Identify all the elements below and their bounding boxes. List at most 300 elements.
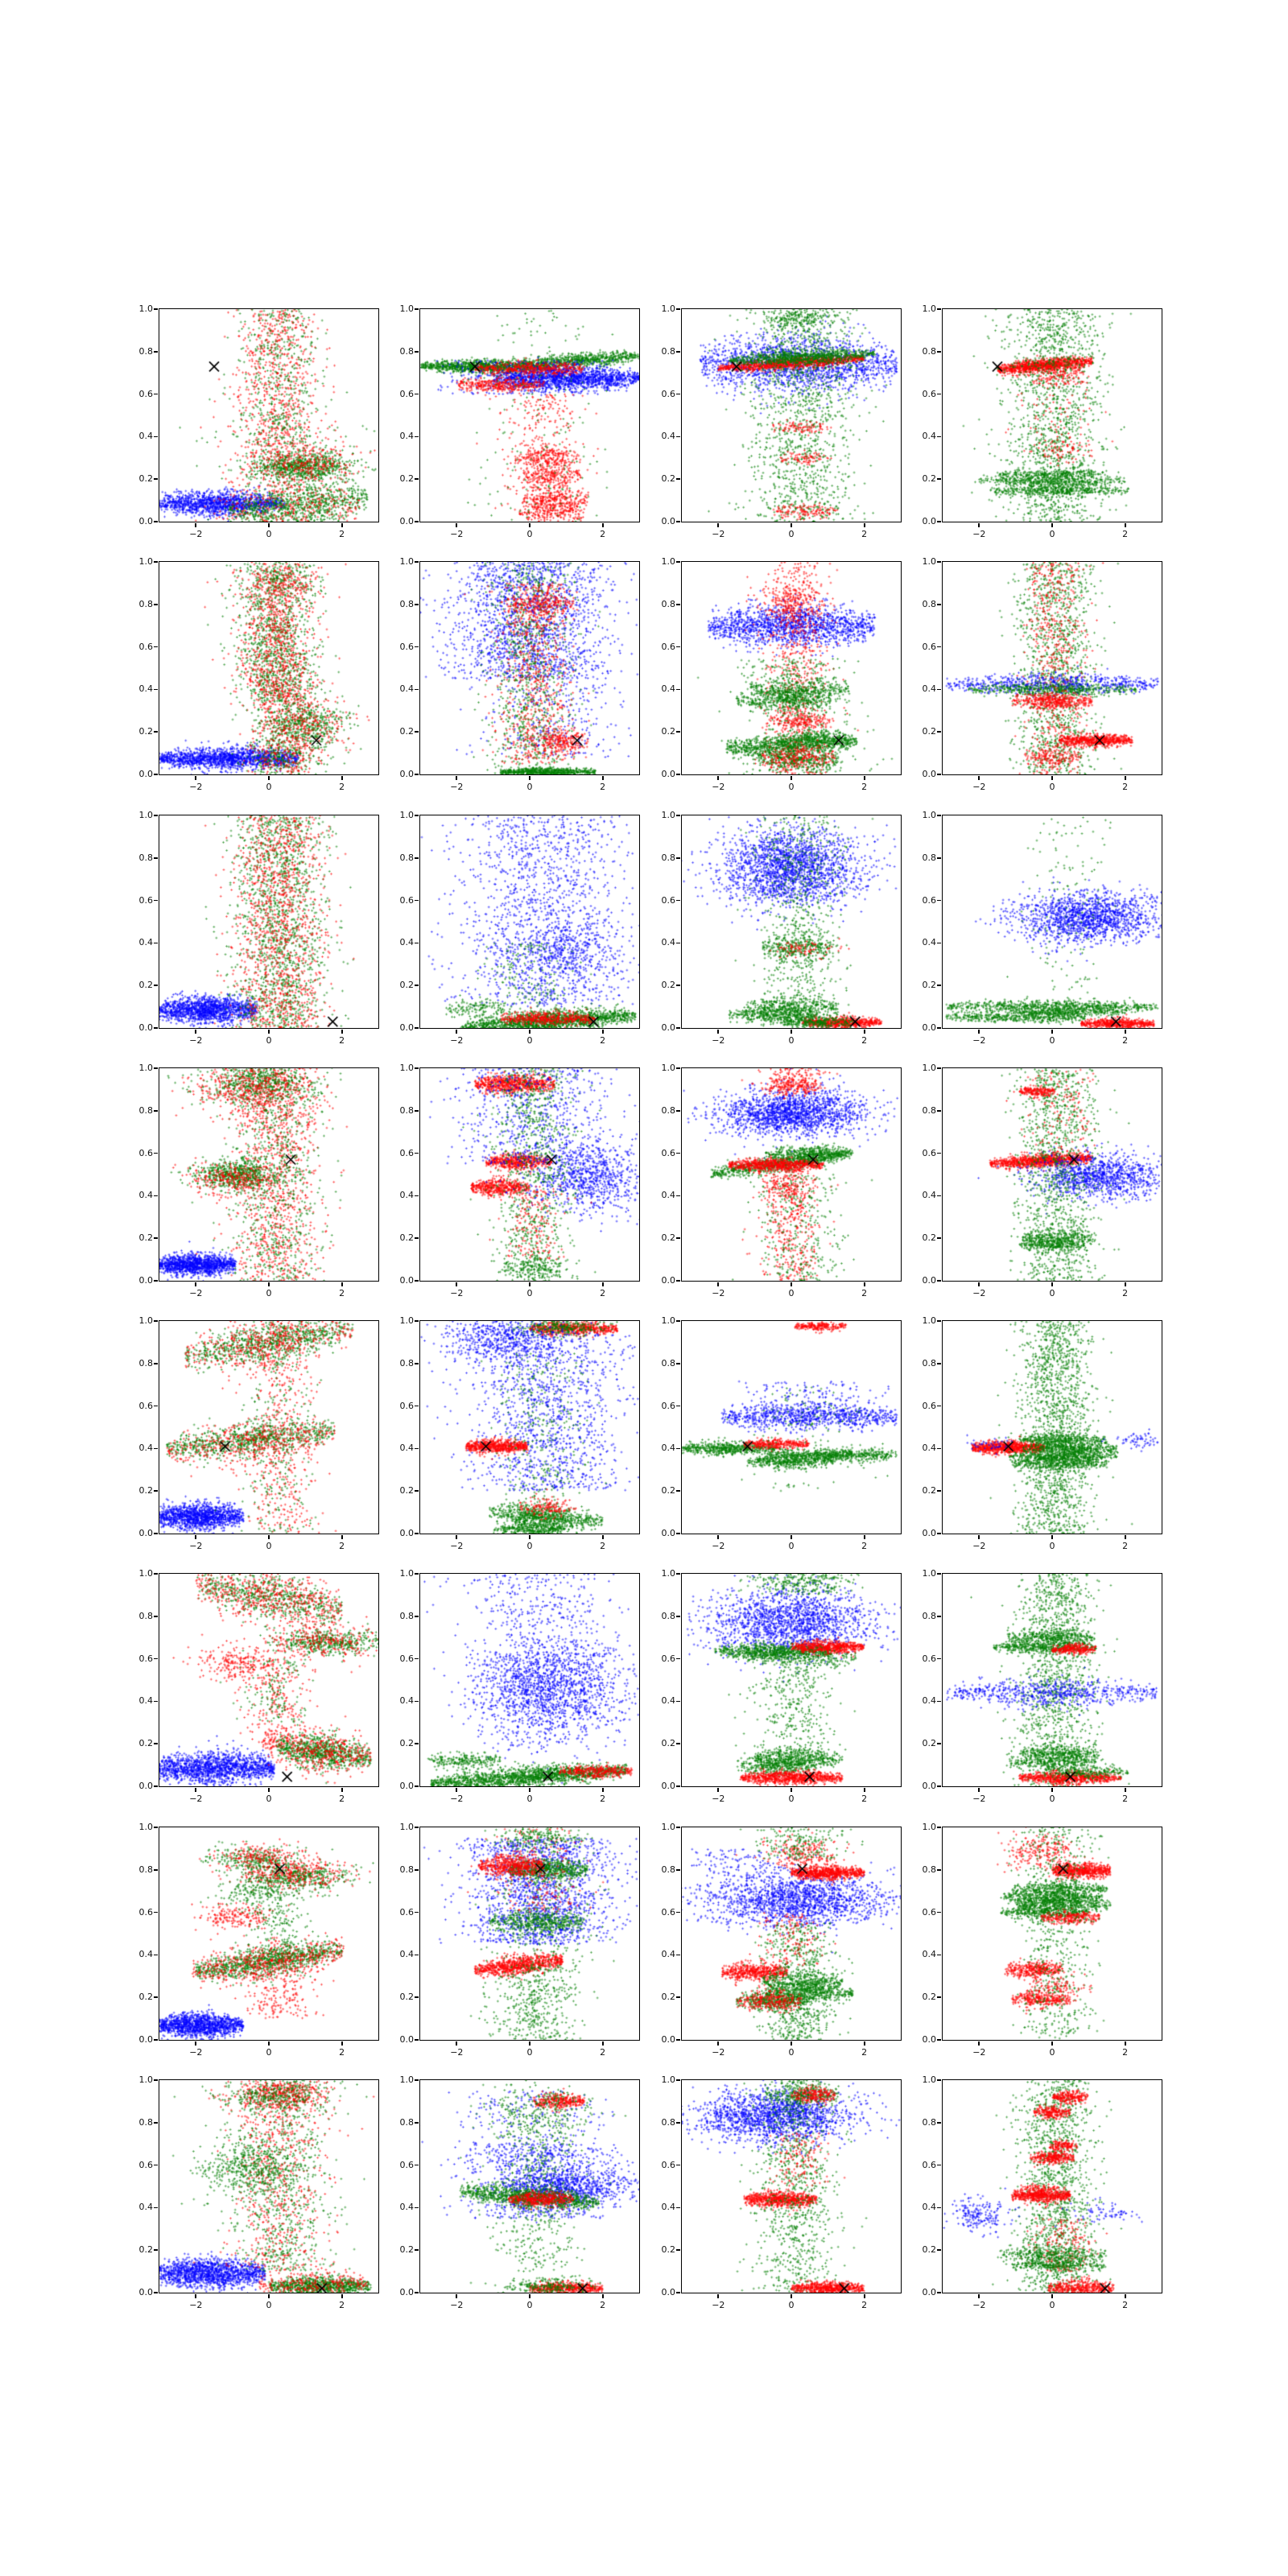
y-tick-mark bbox=[415, 1955, 419, 1956]
scatter-canvas bbox=[682, 562, 901, 774]
y-tick-mark bbox=[676, 1110, 680, 1112]
x-tick-label: −2 bbox=[189, 1541, 203, 1551]
y-tick-label: 0.4 bbox=[399, 431, 414, 442]
y-tick-label: 0.8 bbox=[922, 2116, 936, 2128]
y-tick-label: 1.0 bbox=[138, 810, 153, 820]
x-tick-mark bbox=[1051, 2041, 1053, 2046]
scatter-canvas bbox=[420, 1827, 639, 2040]
y-tick-label: 0.0 bbox=[661, 1528, 675, 1538]
y-tick-mark bbox=[154, 1827, 158, 1828]
scatter-canvas bbox=[682, 1574, 901, 1786]
y-tick-label: 0.0 bbox=[922, 1781, 936, 1791]
y-tick-label: 1.0 bbox=[138, 1063, 153, 1073]
y-tick-label: 0.6 bbox=[399, 1906, 414, 1918]
x-tick-label: 0 bbox=[526, 1035, 533, 1046]
y-tick-mark bbox=[937, 1616, 941, 1617]
subplot-r1c1 bbox=[138, 303, 379, 539]
x-tick-mark bbox=[268, 1030, 270, 1034]
x-tick-mark bbox=[456, 2041, 457, 2046]
x-tick-label: 0 bbox=[788, 1288, 795, 1298]
y-tick-mark bbox=[937, 2249, 941, 2251]
y-tick-mark bbox=[676, 2079, 680, 2081]
subplot-r8c1 bbox=[138, 2074, 379, 2310]
x-tick-label: 0 bbox=[788, 529, 795, 539]
x-tick-mark bbox=[1051, 1788, 1053, 1792]
y-tick-label: 0.2 bbox=[138, 1232, 153, 1244]
y-tick-label: 0.4 bbox=[661, 1443, 675, 1454]
x-tick-mark bbox=[717, 2041, 719, 2046]
y-tick-mark bbox=[676, 1616, 680, 1617]
subplot-r2c3 bbox=[661, 556, 902, 792]
y-tick-mark bbox=[415, 1406, 419, 1407]
y-tick-mark bbox=[937, 1027, 941, 1029]
y-tick-label: 0.0 bbox=[661, 1022, 675, 1033]
y-tick-label: 0.6 bbox=[661, 1147, 675, 1158]
y-tick-label: 0.8 bbox=[922, 1610, 936, 1621]
y-tick-mark bbox=[154, 815, 158, 816]
y-tick-label: 0.2 bbox=[661, 980, 675, 991]
y-tick-mark bbox=[154, 2079, 158, 2081]
y-tick-mark bbox=[154, 646, 158, 648]
y-tick-mark bbox=[154, 1195, 158, 1197]
x-tick-mark bbox=[529, 1788, 530, 1792]
x-tick-label: 0 bbox=[526, 1541, 533, 1551]
y-tick-label: 1.0 bbox=[661, 810, 675, 820]
y-tick-mark bbox=[154, 1658, 158, 1660]
scatter-canvas bbox=[943, 1827, 1162, 2040]
y-tick-label: 1.0 bbox=[399, 556, 414, 567]
x-tick-label: 0 bbox=[1049, 2047, 1055, 2058]
y-tick-mark bbox=[937, 1320, 941, 1322]
x-tick-mark bbox=[529, 1535, 530, 1539]
y-tick-label: 0.2 bbox=[399, 1738, 414, 1749]
x-tick-label: 2 bbox=[861, 1794, 868, 1804]
scatter-canvas bbox=[943, 1321, 1162, 1534]
y-tick-mark bbox=[154, 1573, 158, 1575]
y-tick-label: 0.2 bbox=[661, 2244, 675, 2256]
y-tick-label: 0.4 bbox=[399, 683, 414, 695]
x-tick-label: −2 bbox=[450, 2047, 464, 2058]
y-tick-label: 0.0 bbox=[661, 769, 675, 779]
y-tick-label: 0.0 bbox=[661, 2034, 675, 2045]
x-tick-label: 0 bbox=[526, 1794, 533, 1804]
x-tick-label: 2 bbox=[339, 2300, 345, 2310]
y-tick-label: 0.2 bbox=[661, 1992, 675, 2003]
y-tick-mark bbox=[676, 1363, 680, 1364]
x-tick-label: 2 bbox=[600, 1035, 606, 1046]
y-tick-mark bbox=[937, 478, 941, 480]
x-tick-mark bbox=[529, 1030, 530, 1034]
x-tick-mark bbox=[1051, 2294, 1053, 2298]
y-tick-mark bbox=[676, 646, 680, 648]
x-tick-mark bbox=[268, 1788, 270, 1792]
y-tick-label: 0.8 bbox=[661, 1610, 675, 1621]
y-tick-label: 0.6 bbox=[399, 641, 414, 652]
y-tick-label: 0.2 bbox=[399, 473, 414, 485]
scatter-canvas bbox=[159, 1068, 378, 1281]
y-tick-mark bbox=[676, 1237, 680, 1239]
y-tick-label: 0.0 bbox=[138, 1528, 153, 1538]
scatter-canvas bbox=[159, 815, 378, 1028]
y-tick-mark bbox=[415, 1869, 419, 1871]
y-tick-mark bbox=[937, 1533, 941, 1534]
y-tick-label: 0.8 bbox=[399, 1357, 414, 1368]
y-tick-label: 0.2 bbox=[138, 473, 153, 485]
y-tick-mark bbox=[154, 351, 158, 353]
y-tick-mark bbox=[937, 1490, 941, 1492]
y-tick-label: 0.6 bbox=[922, 641, 936, 652]
y-tick-label: 0.0 bbox=[138, 2287, 153, 2297]
y-tick-label: 0.2 bbox=[399, 1232, 414, 1244]
y-tick-mark bbox=[676, 1701, 680, 1703]
y-tick-mark bbox=[154, 561, 158, 563]
y-tick-label: 0.2 bbox=[138, 980, 153, 991]
y-tick-label: 0.8 bbox=[138, 1357, 153, 1368]
y-tick-mark bbox=[154, 1785, 158, 1787]
y-tick-label: 0.6 bbox=[399, 1400, 414, 1411]
y-tick-label: 1.0 bbox=[922, 1568, 936, 1579]
x-tick-label: −2 bbox=[189, 2047, 203, 2058]
y-tick-mark bbox=[937, 646, 941, 648]
scatter-canvas bbox=[159, 2080, 378, 2293]
y-tick-label: 0.4 bbox=[661, 1695, 675, 1707]
scatter-canvas bbox=[159, 1574, 378, 1786]
subplot-r6c3 bbox=[661, 1568, 902, 1804]
x-tick-label: −2 bbox=[189, 1794, 203, 1804]
x-tick-label: 2 bbox=[339, 2047, 345, 2058]
y-tick-mark bbox=[415, 900, 419, 902]
y-tick-label: 0.2 bbox=[922, 726, 936, 737]
y-tick-label: 0.8 bbox=[399, 598, 414, 609]
y-tick-mark bbox=[676, 436, 680, 438]
y-tick-label: 0.6 bbox=[138, 894, 153, 906]
y-tick-mark bbox=[415, 2292, 419, 2293]
x-tick-label: 0 bbox=[788, 1035, 795, 1046]
y-tick-mark bbox=[154, 394, 158, 395]
x-tick-mark bbox=[456, 2294, 457, 2298]
x-tick-mark bbox=[341, 1282, 343, 1286]
y-tick-mark bbox=[937, 1827, 941, 1828]
y-tick-mark bbox=[676, 857, 680, 859]
y-tick-mark bbox=[937, 561, 941, 563]
subplot-r7c4 bbox=[922, 1822, 1162, 2058]
x-tick-label: −2 bbox=[972, 1288, 986, 1298]
x-tick-label: 0 bbox=[526, 1288, 533, 1298]
y-tick-mark bbox=[415, 561, 419, 563]
y-tick-label: 0.2 bbox=[661, 726, 675, 737]
y-tick-label: 1.0 bbox=[399, 1315, 414, 1326]
x-tick-label: 2 bbox=[1122, 1035, 1129, 1046]
y-tick-mark bbox=[937, 521, 941, 522]
y-tick-mark bbox=[415, 1785, 419, 1787]
x-tick-label: 0 bbox=[526, 2300, 533, 2310]
scatter-canvas bbox=[943, 1068, 1162, 1281]
y-tick-label: 1.0 bbox=[922, 1063, 936, 1073]
y-tick-mark bbox=[415, 2039, 419, 2041]
y-tick-mark bbox=[154, 1363, 158, 1364]
x-tick-mark bbox=[717, 523, 719, 527]
y-tick-label: 0.0 bbox=[661, 1781, 675, 1791]
y-tick-mark bbox=[415, 2165, 419, 2166]
y-tick-label: 0.6 bbox=[922, 1400, 936, 1411]
y-tick-mark bbox=[937, 1912, 941, 1913]
y-tick-mark bbox=[676, 1743, 680, 1744]
y-tick-mark bbox=[154, 1110, 158, 1112]
y-tick-mark bbox=[415, 1110, 419, 1112]
x-tick-mark bbox=[864, 2294, 865, 2298]
x-tick-label: 0 bbox=[1049, 1035, 1055, 1046]
y-tick-mark bbox=[415, 646, 419, 648]
x-tick-mark bbox=[864, 1788, 865, 1792]
y-tick-label: 0.4 bbox=[399, 2202, 414, 2213]
y-tick-mark bbox=[937, 1996, 941, 1998]
y-tick-label: 0.0 bbox=[922, 769, 936, 779]
y-tick-mark bbox=[676, 2122, 680, 2124]
x-tick-label: −2 bbox=[712, 529, 725, 539]
y-tick-mark bbox=[676, 394, 680, 395]
y-tick-mark bbox=[937, 1785, 941, 1787]
x-tick-label: −2 bbox=[712, 2300, 725, 2310]
y-tick-label: 0.4 bbox=[661, 1190, 675, 1201]
y-tick-label: 1.0 bbox=[922, 556, 936, 567]
x-tick-mark bbox=[195, 2294, 196, 2298]
x-tick-label: −2 bbox=[189, 1035, 203, 1046]
y-tick-mark bbox=[676, 2249, 680, 2251]
y-tick-label: 0.8 bbox=[399, 2116, 414, 2128]
x-tick-mark bbox=[529, 776, 530, 780]
x-tick-mark bbox=[529, 1282, 530, 1286]
y-tick-label: 1.0 bbox=[661, 303, 675, 314]
y-tick-mark bbox=[676, 1912, 680, 1913]
y-tick-label: 0.8 bbox=[922, 1357, 936, 1368]
x-tick-mark bbox=[717, 1030, 719, 1034]
y-tick-label: 0.0 bbox=[399, 769, 414, 779]
x-tick-label: 0 bbox=[266, 1035, 272, 1046]
y-tick-label: 0.6 bbox=[661, 894, 675, 906]
scatter-canvas bbox=[682, 2080, 901, 2293]
y-tick-mark bbox=[415, 1490, 419, 1492]
x-tick-label: 0 bbox=[1049, 2300, 1055, 2310]
y-tick-label: 0.8 bbox=[138, 1864, 153, 1875]
x-tick-label: 2 bbox=[1122, 1541, 1129, 1551]
x-tick-label: −2 bbox=[712, 1794, 725, 1804]
y-tick-label: 0.0 bbox=[922, 516, 936, 526]
y-tick-mark bbox=[676, 900, 680, 902]
x-tick-label: 2 bbox=[1122, 2047, 1129, 2058]
x-tick-mark bbox=[268, 1282, 270, 1286]
y-tick-mark bbox=[154, 1280, 158, 1282]
y-tick-mark bbox=[676, 1573, 680, 1575]
y-tick-mark bbox=[676, 1195, 680, 1197]
x-tick-label: −2 bbox=[712, 1541, 725, 1551]
x-tick-label: 2 bbox=[1122, 2300, 1129, 2310]
y-tick-label: 0.4 bbox=[138, 1949, 153, 1960]
y-tick-label: 0.6 bbox=[661, 1653, 675, 1664]
scatter-canvas bbox=[420, 1574, 639, 1786]
scatter-canvas bbox=[682, 1068, 901, 1281]
x-tick-mark bbox=[791, 1282, 792, 1286]
subplot-r6c4 bbox=[922, 1568, 1162, 1804]
y-tick-mark bbox=[154, 308, 158, 310]
y-tick-label: 0.4 bbox=[399, 1443, 414, 1454]
x-tick-mark bbox=[341, 1030, 343, 1034]
y-tick-label: 1.0 bbox=[922, 2074, 936, 2085]
y-tick-mark bbox=[154, 985, 158, 986]
y-tick-mark bbox=[415, 1067, 419, 1069]
x-tick-mark bbox=[791, 523, 792, 527]
y-tick-label: 0.0 bbox=[399, 1528, 414, 1538]
x-tick-label: 2 bbox=[1122, 1794, 1129, 1804]
y-tick-label: 0.8 bbox=[399, 1610, 414, 1621]
x-tick-label: 2 bbox=[861, 1541, 868, 1551]
x-tick-mark bbox=[268, 1535, 270, 1539]
y-tick-label: 0.6 bbox=[138, 2159, 153, 2170]
y-tick-label: 0.2 bbox=[138, 1738, 153, 1749]
y-tick-mark bbox=[415, 2122, 419, 2124]
subplot-r8c3 bbox=[661, 2074, 902, 2310]
x-tick-mark bbox=[456, 523, 457, 527]
y-tick-mark bbox=[676, 1153, 680, 1154]
y-tick-label: 0.0 bbox=[399, 1781, 414, 1791]
y-tick-label: 0.2 bbox=[922, 1992, 936, 2003]
y-tick-label: 0.4 bbox=[138, 2202, 153, 2213]
y-tick-label: 0.8 bbox=[138, 1610, 153, 1621]
x-tick-mark bbox=[456, 1282, 457, 1286]
y-tick-label: 1.0 bbox=[922, 303, 936, 314]
x-tick-mark bbox=[456, 1535, 457, 1539]
x-tick-mark bbox=[864, 776, 865, 780]
y-tick-label: 0.8 bbox=[399, 852, 414, 863]
y-tick-label: 0.8 bbox=[661, 345, 675, 357]
y-tick-mark bbox=[415, 1701, 419, 1703]
y-tick-mark bbox=[676, 1320, 680, 1322]
x-tick-label: 2 bbox=[339, 782, 345, 792]
x-tick-label: 0 bbox=[1049, 1541, 1055, 1551]
y-tick-label: 1.0 bbox=[661, 1822, 675, 1832]
scatter-canvas bbox=[420, 1068, 639, 1281]
y-tick-label: 0.2 bbox=[399, 1485, 414, 1496]
x-tick-label: −2 bbox=[712, 782, 725, 792]
y-tick-label: 0.6 bbox=[922, 1147, 936, 1158]
y-tick-mark bbox=[676, 943, 680, 944]
x-tick-label: 0 bbox=[788, 782, 795, 792]
y-tick-mark bbox=[154, 774, 158, 775]
y-tick-mark bbox=[415, 689, 419, 691]
y-tick-label: 0.2 bbox=[922, 1232, 936, 1244]
y-tick-mark bbox=[937, 2039, 941, 2041]
x-tick-mark bbox=[456, 1788, 457, 1792]
y-tick-label: 0.2 bbox=[399, 2244, 414, 2256]
x-tick-mark bbox=[717, 776, 719, 780]
x-tick-label: 2 bbox=[339, 1035, 345, 1046]
y-tick-label: 0.4 bbox=[661, 431, 675, 442]
x-tick-label: 0 bbox=[788, 1541, 795, 1551]
y-tick-label: 1.0 bbox=[661, 556, 675, 567]
y-tick-label: 0.4 bbox=[922, 431, 936, 442]
y-tick-label: 0.2 bbox=[399, 980, 414, 991]
y-tick-mark bbox=[415, 857, 419, 859]
y-tick-mark bbox=[676, 1027, 680, 1029]
y-tick-mark bbox=[415, 1616, 419, 1617]
x-tick-label: 2 bbox=[861, 529, 868, 539]
x-tick-mark bbox=[268, 2041, 270, 2046]
y-tick-mark bbox=[154, 1701, 158, 1703]
scatter-canvas bbox=[943, 309, 1162, 522]
y-tick-mark bbox=[415, 308, 419, 310]
x-tick-mark bbox=[791, 2041, 792, 2046]
x-tick-label: −2 bbox=[972, 1794, 986, 1804]
y-tick-mark bbox=[937, 394, 941, 395]
y-tick-label: 0.6 bbox=[138, 388, 153, 399]
y-tick-mark bbox=[154, 1237, 158, 1239]
x-tick-label: −2 bbox=[189, 1288, 203, 1298]
y-tick-mark bbox=[937, 1448, 941, 1450]
x-tick-label: −2 bbox=[450, 1794, 464, 1804]
y-tick-mark bbox=[676, 1955, 680, 1956]
y-tick-label: 0.6 bbox=[399, 1653, 414, 1664]
x-tick-label: 2 bbox=[600, 2047, 606, 2058]
x-tick-label: 2 bbox=[600, 782, 606, 792]
y-tick-mark bbox=[937, 731, 941, 733]
y-tick-mark bbox=[154, 2207, 158, 2209]
x-tick-mark bbox=[1051, 1282, 1053, 1286]
x-tick-mark bbox=[1125, 1788, 1126, 1792]
x-tick-label: 0 bbox=[266, 529, 272, 539]
y-tick-mark bbox=[937, 1701, 941, 1703]
x-tick-label: −2 bbox=[189, 782, 203, 792]
y-tick-label: 0.6 bbox=[922, 894, 936, 906]
y-tick-label: 1.0 bbox=[138, 1568, 153, 1579]
x-tick-label: 2 bbox=[861, 782, 868, 792]
y-tick-label: 0.8 bbox=[922, 345, 936, 357]
subplot-r7c3 bbox=[661, 1822, 902, 2058]
y-tick-label: 0.8 bbox=[138, 852, 153, 863]
y-tick-mark bbox=[415, 2079, 419, 2081]
scatter-canvas bbox=[682, 309, 901, 522]
subplot-r4c4 bbox=[922, 1063, 1162, 1298]
x-tick-label: −2 bbox=[450, 782, 464, 792]
subplot-r5c1 bbox=[138, 1315, 379, 1551]
y-tick-label: 0.6 bbox=[138, 1653, 153, 1664]
x-tick-label: 0 bbox=[526, 529, 533, 539]
y-tick-mark bbox=[937, 351, 941, 353]
y-tick-label: 0.0 bbox=[399, 2287, 414, 2297]
x-tick-mark bbox=[341, 1788, 343, 1792]
y-tick-mark bbox=[937, 689, 941, 691]
y-tick-label: 1.0 bbox=[661, 1063, 675, 1073]
y-tick-label: 1.0 bbox=[661, 2074, 675, 2085]
x-tick-mark bbox=[717, 1788, 719, 1792]
y-tick-label: 1.0 bbox=[922, 810, 936, 820]
x-tick-mark bbox=[195, 776, 196, 780]
subplot-r2c2 bbox=[399, 556, 640, 792]
y-tick-mark bbox=[937, 1743, 941, 1744]
y-tick-mark bbox=[154, 1996, 158, 1998]
y-tick-mark bbox=[676, 1490, 680, 1492]
y-tick-label: 0.0 bbox=[138, 516, 153, 526]
y-tick-label: 0.0 bbox=[138, 1022, 153, 1033]
y-tick-label: 0.4 bbox=[922, 2202, 936, 2213]
y-tick-mark bbox=[937, 1237, 941, 1239]
y-tick-label: 1.0 bbox=[399, 303, 414, 314]
scatter-canvas bbox=[943, 2080, 1162, 2293]
x-tick-mark bbox=[529, 523, 530, 527]
y-tick-label: 0.6 bbox=[661, 1400, 675, 1411]
y-tick-label: 0.0 bbox=[399, 516, 414, 526]
x-tick-mark bbox=[978, 1788, 980, 1792]
y-tick-label: 0.2 bbox=[922, 2244, 936, 2256]
y-tick-label: 0.0 bbox=[138, 769, 153, 779]
